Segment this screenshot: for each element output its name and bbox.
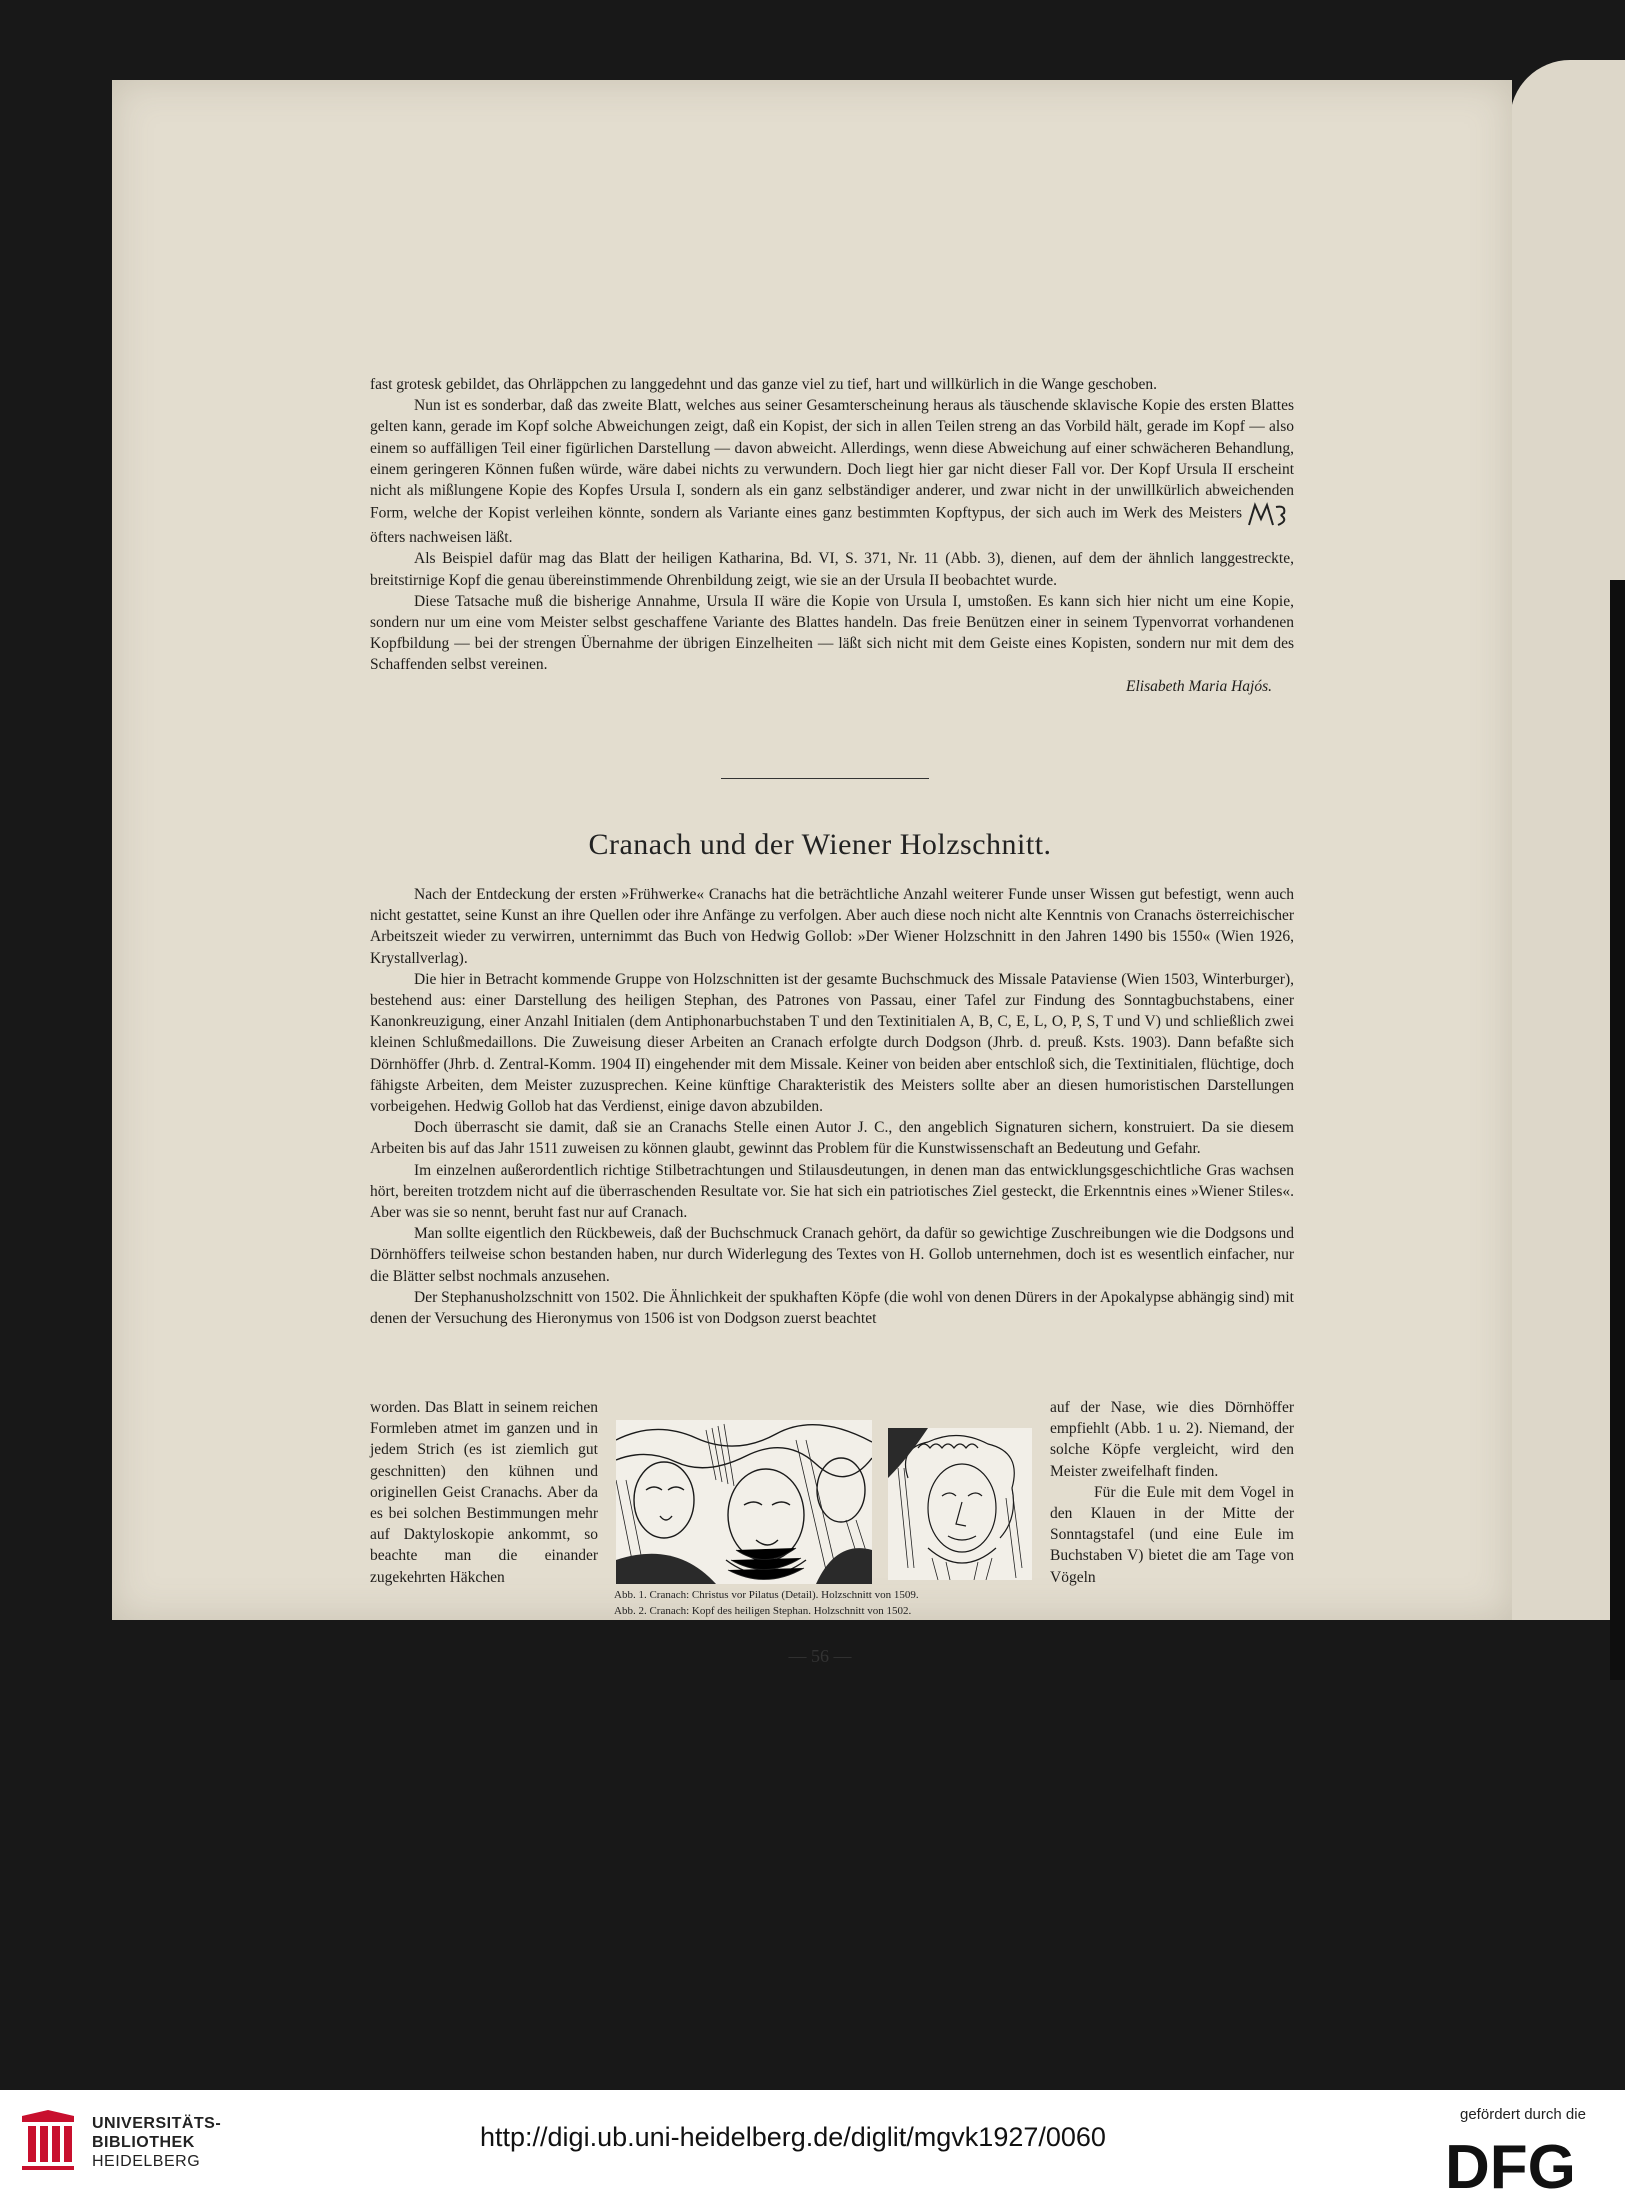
paragraph: worden. Das Blatt in seinem reichen Formleben atmet im ganzen und in jedem Strich (es ist ziemlich gut geschnitten) den kühnen und originellen Geist Cranachs. Aber da es bei solchen Bestimmungen mehr auf Daktyloskopie ankommt, so beachte man die einander zugekehrten Häkchen	[370, 1399, 598, 1586]
section-divider	[721, 778, 929, 779]
university-library-name[interactable]: UNIVERSITÄTS- BIBLIOTHEK HEIDELBERG	[92, 2115, 222, 2170]
figure-christ-before-pilate	[616, 1420, 872, 1584]
paragraph: Man sollte eigentlich den Rückbeweis, daß der Buchschmuck Cranach gehört, da dafür so gewichtige Zuschreibungen wie die Dodgsons und Dörnhöffers teilweise schon bestanden haben, nur durch Widerlegung des Textes von H. Gollob unternehmen, doch ist es wesentlich einfacher, nur die Blätter selbst nochmals anzusehen.	[370, 1225, 1294, 1285]
article-body	[370, 884, 1294, 1329]
author-signature: Elisabeth Maria Hajós.	[1126, 677, 1272, 695]
paragraph: Die hier in Betracht kommende Gruppe von Holzschnitten ist der gesamte Buchschmuck des Missale Pataviense (Wien 1503, Winterburger), bestehend aus: einer Darstellung des heiligen Stephan, des Patrones von Passau, einer Tafel zur Findung des Sonntagbuchstabens, einer Kanonkreuzigung, einer Anzahl Initialen (dem Antiphonarbuchstaben T und den Textinitialen A, B, C, E, L, O, P, S, T und V) und schließlich zwei kleinen Schlußmedaillons. Die Zuweisung dieser Arbeiten an Cranach erfolgte durch Dodgson (Jhrb. d. preuß. Ksts. 1903). Dann befaßte sich Dörnhöffer (Jhrb. d. Zentral-Komm. 1904 II) eingehender mit dem Missale. Keiner von beiden aber entschloß sich, die Textinitialen, flüchtige, doch fähigste Arbeiten, dem Meister zuzusprechen. Keine künftige Charakteristik des Meisters sollte aber an diesen humoristischen Darstellungen vorbeigehen. Hedwig Gollob hat das Verdienst, einige davon abzubilden.	[370, 970, 1294, 1116]
paragraph: fast grotesk gebildet, das Ohrläppchen zu langgedehnt und das ganze viel zu tief, hart und willkürlich in die Wange geschoben.	[370, 376, 1158, 393]
figure-head-of-stephan	[888, 1428, 1032, 1580]
paragraph: Für die Eule mit dem Vogel in den Klauen in der Mitte der Sonntagstafel (und eine Eule im Buchstaben V) bietet die am Tage von Vögeln	[1050, 1483, 1294, 1586]
viewer-footer	[0, 2090, 1625, 2207]
paragraph: Nun ist es sonderbar, daß das zweite Blatt, welches aus seiner Gesamterscheinung heraus als täuschende sklavische Kopie des ersten Blattes gelten kann, gerade im Kopf solche Abweichungen zeigt, daß ein Kopist, der sich in allen Teilen streng an das Vorbild hält, gerade im Kopf — also einem so auffälligen Teil einer figürlichen Darstellung — davon abweicht. Allerdings, wenn diese Abweichung auf einer schwächeren Behandlung, einem geringeren Können fußen würde, wäre dabei nichts zu verwundern. Doch liegt hier gar nicht dieser Fall vor. Der Kopf Ursula II erscheint nicht als mißlungene Kopie des Kopfes Ursula I, sondern als ein ganz selbständiger anderer, und zwar nicht in der unwillkürlich abweichenden Form, welche der Kopist verleihen könnte, sondern als Variante eines ganz bestimmten Kopftypus, der sich auch im Werk des Meistersöfters nachweisen läßt.	[370, 397, 1294, 547]
paragraph: auf der Nase, wie dies Dörnhöffer empfiehlt (Abb. 1 u. 2). Niemand, der solche Köpfe vergleicht, wird den Meister zweifelhaft finden.	[1050, 1399, 1294, 1480]
right-column-text	[1050, 1397, 1294, 1588]
caption-abb-1: Abb. 1. Cranach: Christus vor Pilatus (Detail). Holzschnitt von 1509.	[614, 1589, 919, 1601]
permalink-url[interactable]: http://digi.ub.uni-heidelberg.de/diglit/mgvk1927/0060	[480, 2122, 1106, 2152]
left-column-text	[370, 1397, 598, 1588]
funding-label: gefördert durch die	[1460, 2106, 1586, 2123]
caption-abb-2: Abb. 2. Cranach: Kopf des heiligen Stephan. Holzschnitt von 1502.	[614, 1605, 912, 1617]
continuation-text	[370, 374, 1294, 697]
paragraph: Im einzelnen außerordentlich richtige Stilbetrachtungen und Stilausdeutungen, in denen man das entwicklungsgeschichtliche Gras wachsen hört, bereiten trotzdem nicht auf die überraschenden Resultate vor. Sie hat sich ein patriotisches Ziel gesteckt, die Erkenntnis eines »Wiener Stiles«. Aber was sie so nennt, beruht fast nur auf Cranach.	[370, 1161, 1294, 1222]
monogram-mark	[1246, 501, 1290, 527]
university-library-logo-icon[interactable]	[18, 2108, 78, 2172]
paragraph: Diese Tatsache muß die bisherige Annahme, Ursula II wäre die Kopie von Ursula I, umstoßen. Es kann sich hier nicht um eine Kopie, sondern nur um eine vom Meister selbst geschaffene Variante des Blattes handeln. Das freie Benützen einer in seinem Typenvorrat vorhandenen Kopfbildung — bei der strengen Übernahme der übrigen Einzelheiten — läßt sich nicht mit dem Geiste eines Kopisten, sondern nur mit dem des Schaffenden selbst vereinen.	[370, 592, 1294, 674]
paragraph: Der Stephanusholzschnitt von 1502. Die Ähnlichkeit der spukhaften Köpfe (die wohl von denen Dürers in der Apokalypse abhängig sind) mit denen der Versuchung des Hieronymus von 1506 ist von Dodgson zuerst beachtet	[370, 1288, 1294, 1328]
article-title: Cranach und der Wiener Holzschnitt.	[588, 828, 1052, 861]
page-number: — 56 —	[788, 1646, 852, 1666]
figure-captions	[614, 1587, 1034, 1619]
svg-text:DFG: DFG	[1445, 2134, 1576, 2194]
dfg-logo-icon[interactable]	[1445, 2134, 1605, 2194]
adjacent-page-edge	[1510, 60, 1625, 1620]
paragraph: Doch überrascht sie damit, daß sie an Cranachs Stelle einen Autor J. C., den angeblich Signaturen sichern, konstruiert. Da sie diesem Arbeiten bis auf das Jahr 1511 zuweisen zu können glaubt, gewinnt das Problem für die Kunstwissenschaft an Bedeutung und Gefahr.	[370, 1119, 1294, 1158]
paragraph: Als Beispiel dafür mag das Blatt der heiligen Katharina, Bd. VI, S. 371, Nr. 11 (Abb. 3), dienen, auf dem der ähnlich langgestreckte, breitstirnige Kopf die genau übereinstimmende Ohrenbildung zeigt, wie sie an der Ursula II beobachtet wurde.	[370, 550, 1294, 589]
paragraph: Nach der Entdeckung der ersten »Frühwerke« Cranachs hat die beträchtliche Anzahl weiterer Funde unser Wissen gut befestigt, wenn auch nicht gestattet, seine Kunst an ihre Quellen oder ihre Anfänge zu verfolgen. Aber auch diese noch nicht alte Kenntnis von Cranachs österreichischer Arbeitszeit wieder zu verwirren, unternimmt das Buch von Hedwig Gollob: »Der Wiener Holzschnitt in den Jahren 1490 bis 1550« (Wien 1926, Krystallverlag).	[370, 886, 1294, 967]
